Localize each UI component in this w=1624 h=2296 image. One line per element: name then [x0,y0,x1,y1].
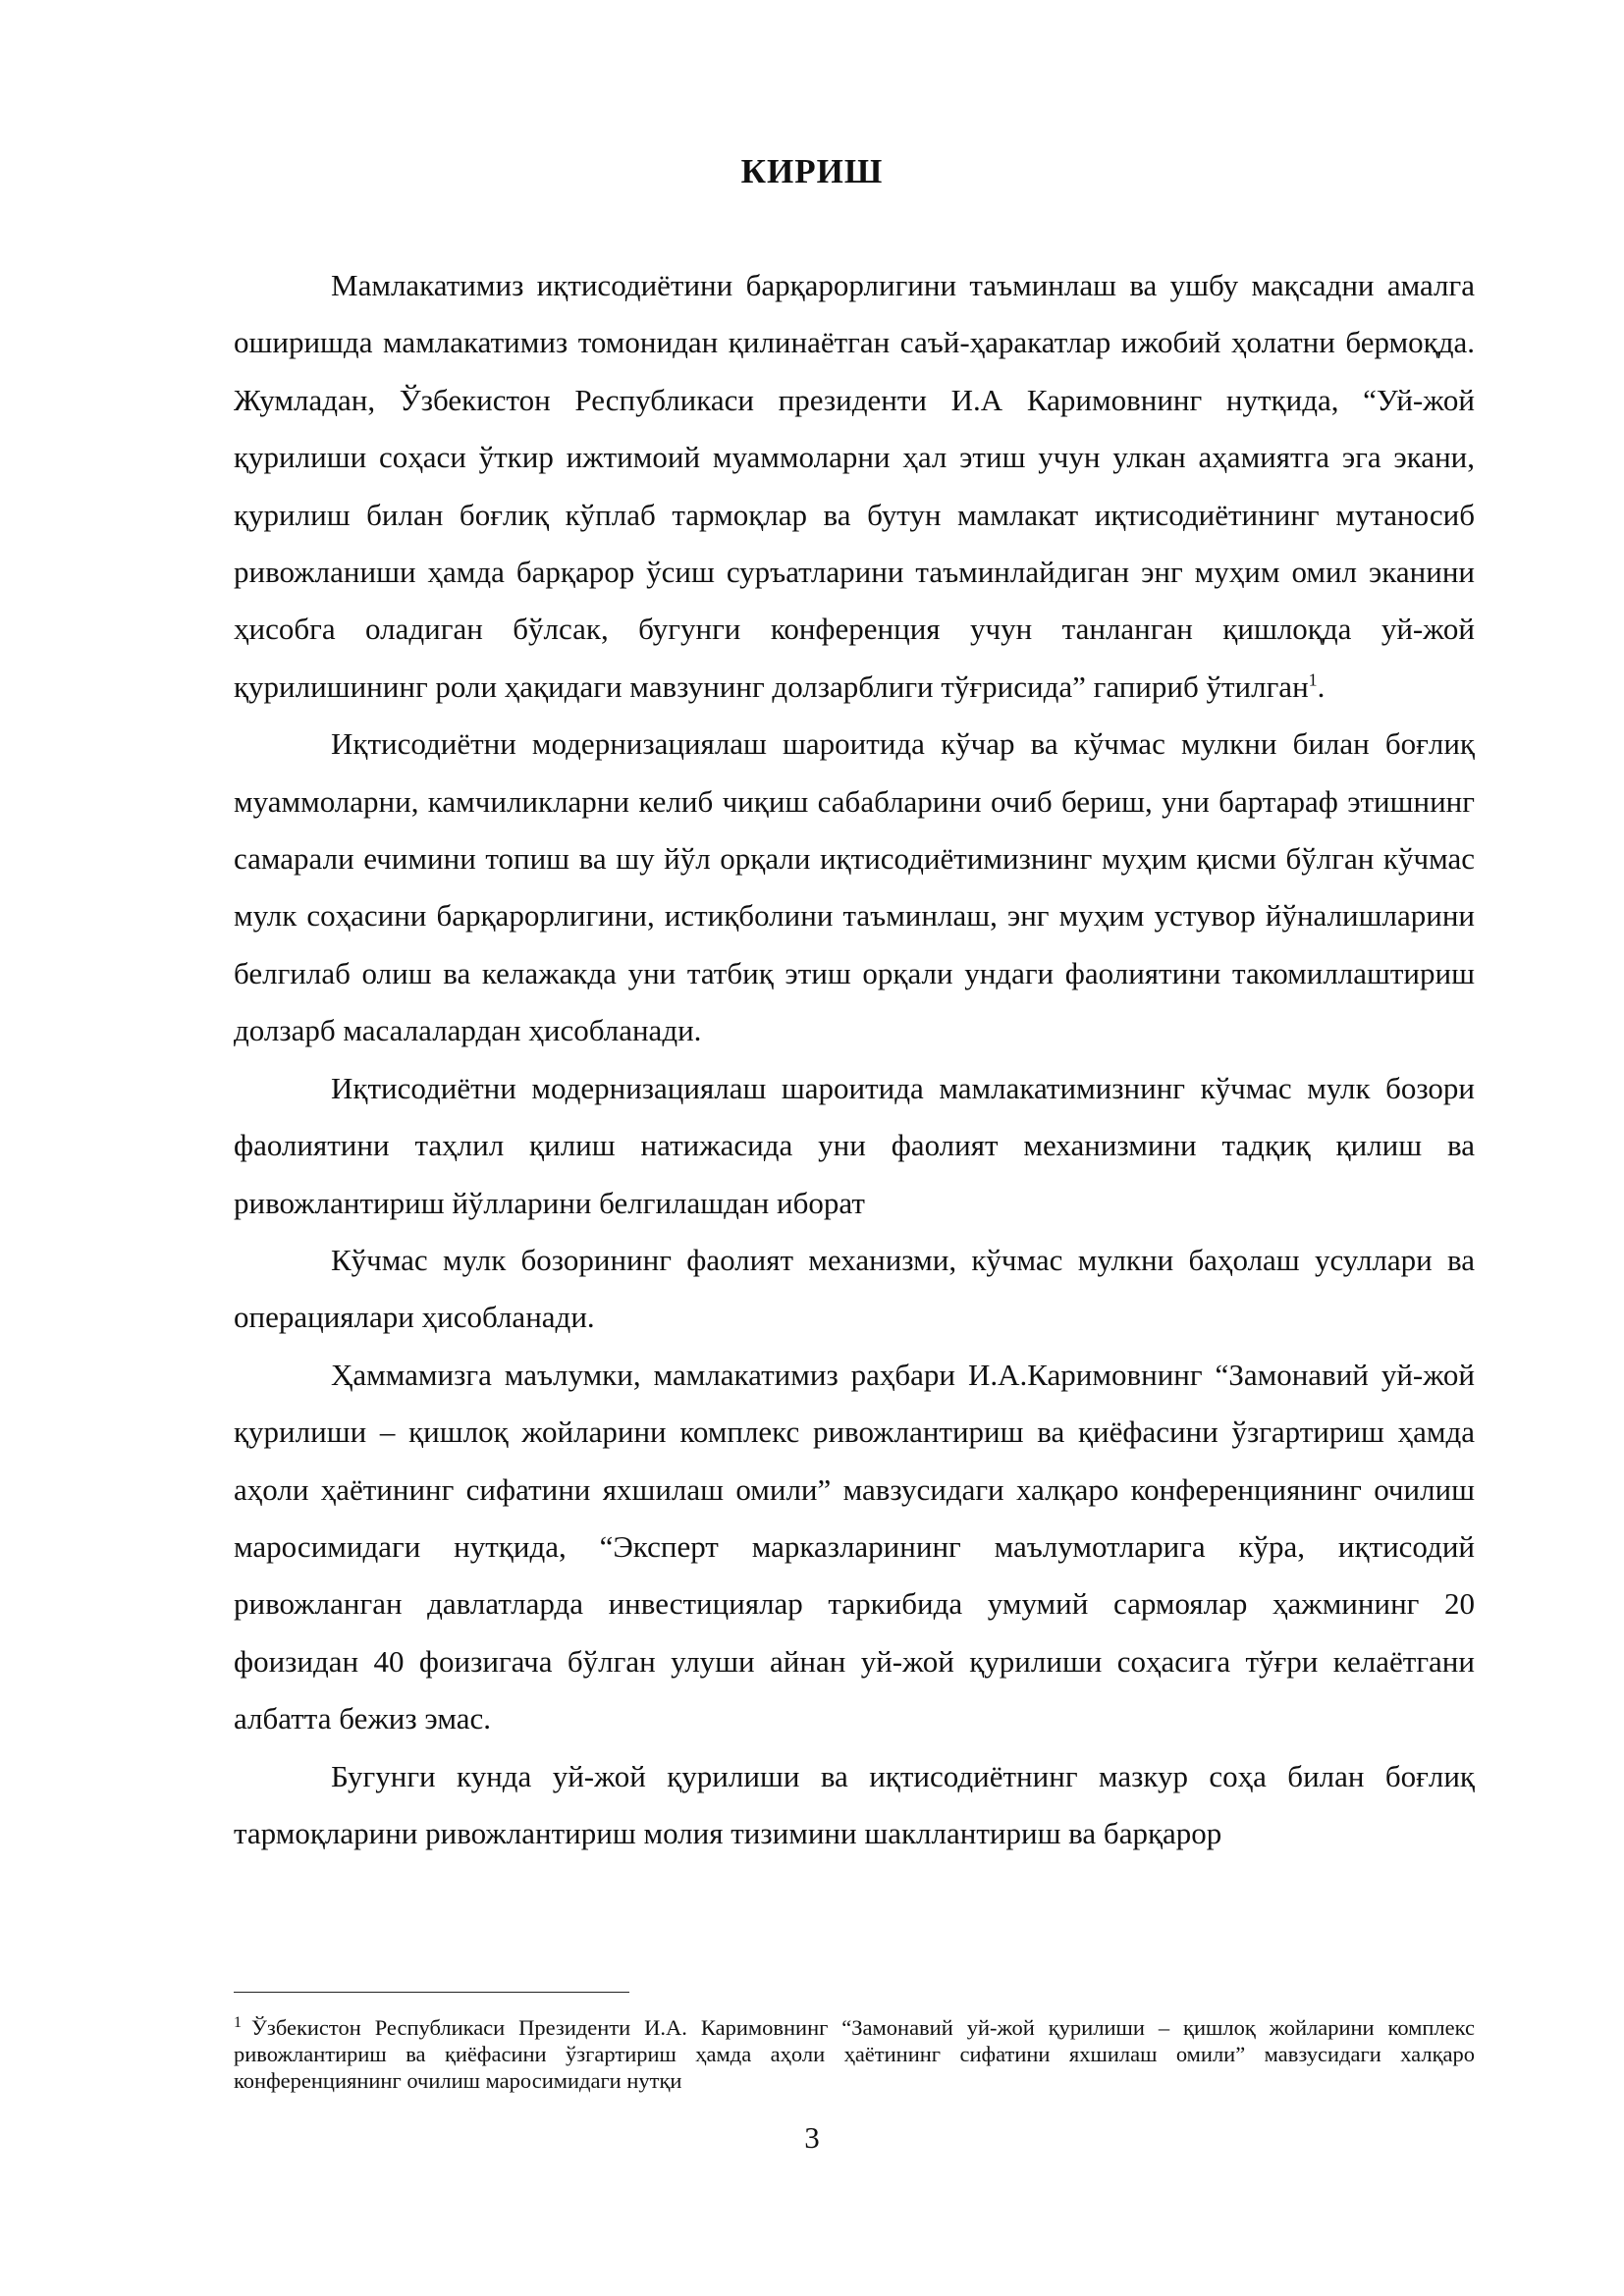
document-body [234,257,1475,1862]
page-title: КИРИШ [740,152,884,190]
paragraph-4: Кўчмас мулк бозорининг фаолият механизми, кўчмас мулкни баҳолаш усуллари ва операциялари ҳисобланади. [234,1242,1475,1335]
paragraph-1-text: Мамлакатимиз иқтисодиётини барқарорлигини таъминлаш ва ушбу мақсадни амалга оширишда мамлакатимиз томонидан қилинаётган саъй-ҳаракатлар ижобий ҳолатни бермоқда. Жумладан, Ўзбекистон Республикаси президенти И.А Каримовнинг нутқида, “Уй-жой қурилиши соҳаси ўткир ижтимоий муаммоларни ҳал этиш учун улкан аҳамиятга эга экани, қурилиш билан боғлиқ кўплаб тармоқлар ва бутун мамлакат иқтисодиётининг мутаносиб ривожланиши ҳамда барқарор ўсиш суръатларини таъминлайдиган энг муҳим омил эканини ҳисобга оладиган бўлсак, бугунги конференция учун танланган қишлоқда уй-жой қурилишининг роли ҳақидаги мавзунинг долзарблиги тўғрисида” гапириб ўтилган [234,268,1475,704]
paragraph-5: Ҳаммамизга маълумки, мамлакатимиз раҳбари И.А.Каримовнинг “Замонавий уй-жой қурилиши – қишлоқ жойларини комплекс ривожлантириш ва қиёфасини ўзгартириш ҳамда аҳоли ҳаётининг сифатини яхшилаш омили” мавзусидаги халқаро конференциянинг очилиш маросимидаги нутқида, “Эксперт марказларининг маълумотларига кўра, иқтисодий ривожланган давлатларда инвестициялар таркибида умумий сармоялар ҳажмининг 20 фоизидан 40 фоизигача бўлган улуши айнан уй-жой қурилиши соҳасига тўғри келаётгани албатта бежиз эмас. [234,1357,1475,1736]
page-number: 3 [804,2120,820,2155]
paragraph-6: Бугунги кунда уй-жой қурилиши ва иқтисодиётнинг мазкур соҳа билан боғлиқ тармоқларини ривожлантириш молия тизимини шакллантириш ва барқарор [234,1758,1475,1850]
paragraph-1-end: . [1317,668,1326,704]
paragraph-1 [234,257,1475,716]
footnote-reference[interactable]: 1 [1308,669,1318,690]
footnote [234,2014,1475,2094]
footnote-separator [234,1992,629,1993]
footnote-mark: 1 [234,2013,242,2031]
paragraph-2: Иқтисодиётни модернизациялаш шароитида кўчар ва кўчмас мулкни билан боғлиқ муаммоларни, камчиликларни келиб чиқиш сабабларини очиб бериш, уни бартараф этишнинг самарали ечимини топиш ва шу йўл орқали иқтисодиётимизнинг муҳим қисми бўлган кўчмас мулк соҳасини барқарорлигини, истиқболини таъминлаш, энг муҳим устувор йўналишларини белгилаб олиш ва келажакда уни татбиқ этиш орқали ундаги фаолиятини такомиллаштириш долзарб масалалардан ҳисобланади. [234,726,1475,1048]
footnote-text: Ўзбекистон Республикаси Президенти И.А. Каримовнинг “Замонавий уй-жой қурилиши – қишлоқ жойларини комплекс ривожлантириш ва қиёфасини ўзгартириш ҳамда аҳоли ҳаётининг сифатини яхшилаш омили” мавзусидаги халқаро конференциянинг очилиш маросимидаги нутқи [234,2015,1475,2093]
paragraph-3: Иқтисодиётни модернизациялаш шароитида мамлакатимизнинг кўчмас мулк бозори фаолиятини таҳлил қилиш натижасида уни фаолият механизмини тадқиқ қилиш ва ривожлантириш йўлларини белгилашдан иборат [234,1070,1475,1220]
